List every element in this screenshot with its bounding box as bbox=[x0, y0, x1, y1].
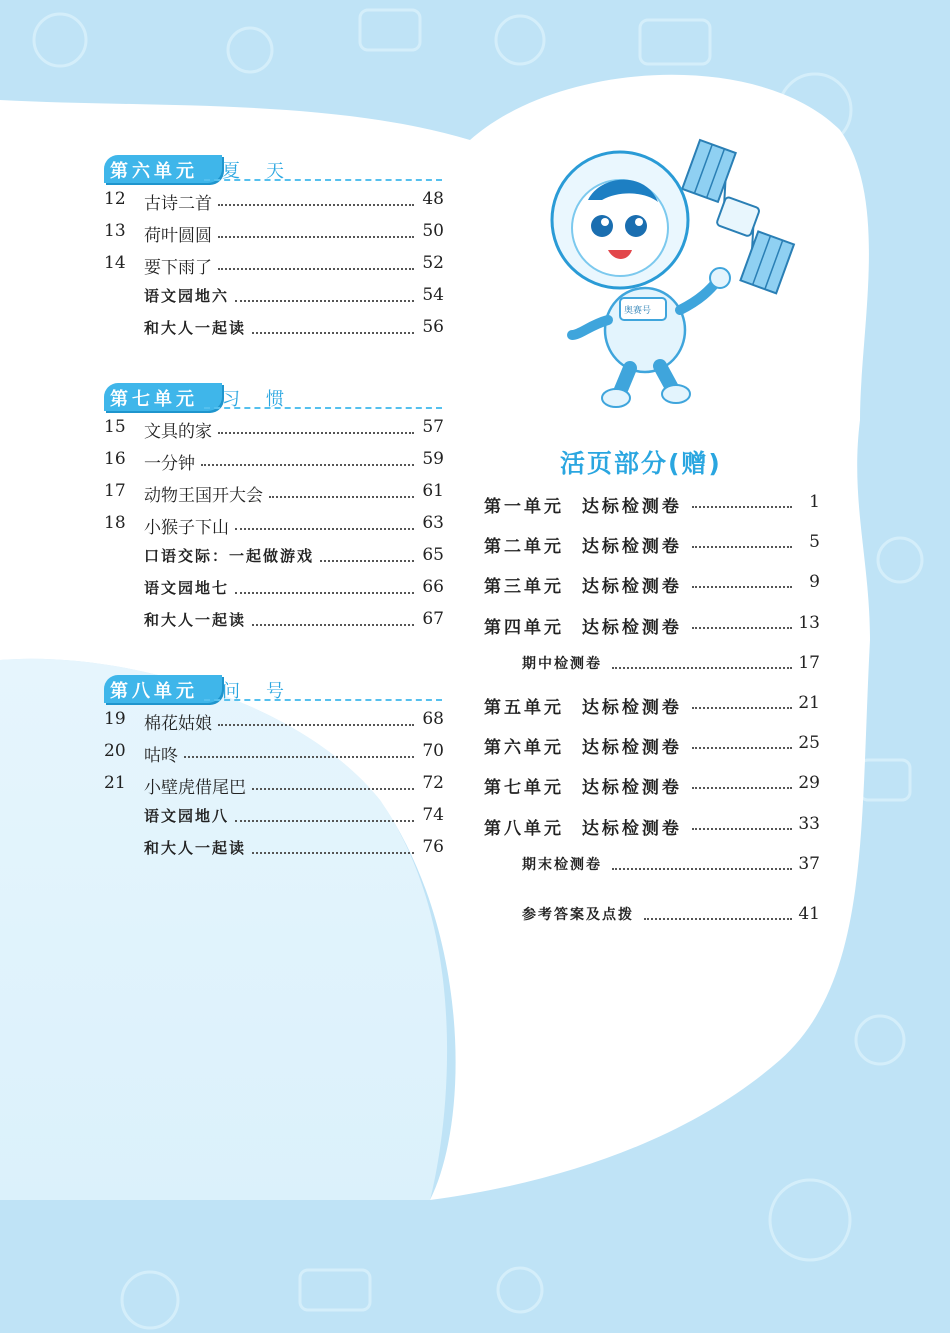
unit-items bbox=[104, 185, 444, 345]
dot-leader bbox=[235, 820, 414, 822]
page-number: 61 bbox=[422, 481, 444, 501]
page-number: 74 bbox=[422, 805, 444, 825]
dot-leader bbox=[201, 464, 414, 466]
dot-leader bbox=[612, 868, 792, 870]
page-number: 13 bbox=[798, 612, 820, 633]
toc-entry bbox=[104, 281, 444, 313]
test-entry bbox=[484, 852, 820, 878]
test-entry bbox=[484, 691, 820, 717]
unit-theme: 夏天 bbox=[222, 161, 310, 182]
lesson-title: 动物王国开大会 bbox=[144, 486, 263, 506]
dot-leader bbox=[218, 268, 414, 270]
test-title: 第三单元 达标检测卷 bbox=[484, 577, 682, 598]
toc-entry bbox=[104, 185, 444, 217]
test-title: 第八单元 达标检测卷 bbox=[484, 818, 682, 839]
lesson-number: 20 bbox=[104, 741, 126, 761]
mascot-badge-text: 奥赛号 bbox=[624, 306, 652, 316]
page-number: 29 bbox=[798, 773, 820, 794]
toc-entry bbox=[104, 737, 444, 769]
dot-leader bbox=[692, 747, 792, 749]
dot-leader bbox=[235, 300, 414, 302]
lesson-title: 一分钟 bbox=[144, 454, 195, 474]
test-title: 第六单元 达标检测卷 bbox=[484, 738, 682, 759]
dot-leader bbox=[692, 586, 792, 588]
lesson-title: 古诗二首 bbox=[144, 194, 212, 214]
lesson-number: 19 bbox=[104, 709, 126, 729]
astronaut-mascot-illustration bbox=[550, 130, 820, 415]
toc-entry bbox=[104, 769, 444, 801]
page-number: 63 bbox=[422, 513, 444, 533]
test-entry bbox=[484, 651, 820, 677]
unit-theme: 问号 bbox=[222, 681, 310, 702]
test-title: 第一单元 达标检测卷 bbox=[484, 497, 682, 517]
lesson-title: 棉花姑娘 bbox=[144, 714, 212, 734]
dot-leader bbox=[252, 624, 414, 626]
unit-section bbox=[104, 675, 444, 865]
page-number: 76 bbox=[422, 837, 444, 857]
lesson-title: 小壁虎借尾巴 bbox=[144, 778, 246, 798]
test-title: 期中检测卷 bbox=[522, 655, 602, 672]
lesson-title: 语文园地八 bbox=[144, 807, 230, 825]
test-title: 第四单元 达标检测卷 bbox=[484, 617, 682, 638]
toc-entry bbox=[104, 605, 444, 637]
lesson-title: 荷叶圆圆 bbox=[144, 226, 212, 246]
lesson-title: 口语交际：一起做游戏 bbox=[144, 547, 315, 565]
test-title: 第二单元 达标检测卷 bbox=[484, 537, 682, 558]
dot-leader bbox=[692, 546, 792, 548]
unit-items bbox=[104, 413, 444, 637]
unit-section bbox=[104, 383, 444, 637]
unit-label: 第六单元 bbox=[110, 161, 198, 182]
page-number: 1 bbox=[809, 492, 820, 512]
test-entry bbox=[484, 812, 820, 838]
test-entry bbox=[484, 530, 820, 556]
lesson-number: 18 bbox=[104, 513, 126, 533]
unit-theme: 习惯 bbox=[222, 389, 310, 410]
page-number: 66 bbox=[422, 577, 444, 597]
page-number: 59 bbox=[422, 449, 444, 469]
dot-leader bbox=[235, 528, 414, 530]
lesson-number: 15 bbox=[104, 417, 126, 437]
lesson-title: 和大人一起读 bbox=[144, 839, 247, 857]
toc-entry bbox=[104, 445, 444, 477]
unit-items bbox=[104, 705, 444, 865]
dot-leader bbox=[692, 707, 792, 709]
test-title: 期末检测卷 bbox=[522, 856, 602, 873]
toc-entry bbox=[104, 477, 444, 509]
test-entry bbox=[484, 771, 820, 797]
lesson-number: 12 bbox=[104, 189, 126, 209]
page-number: 65 bbox=[422, 545, 444, 565]
lesson-number: 16 bbox=[104, 449, 126, 469]
page-number: 50 bbox=[422, 221, 444, 241]
page-number: 52 bbox=[422, 253, 444, 273]
toc-entry bbox=[104, 801, 444, 833]
page-number: 25 bbox=[798, 733, 820, 754]
unit-section bbox=[104, 155, 444, 345]
dot-leader bbox=[218, 724, 414, 726]
dot-leader bbox=[252, 788, 414, 790]
unit-header bbox=[104, 383, 444, 413]
lesson-title: 语文园地七 bbox=[144, 579, 230, 597]
page-number: 70 bbox=[422, 741, 444, 761]
dot-leader bbox=[692, 506, 792, 508]
page-number: 21 bbox=[798, 693, 820, 713]
test-entry bbox=[484, 570, 820, 596]
test-entry bbox=[484, 611, 820, 637]
toc-entry bbox=[104, 541, 444, 573]
toc-entry bbox=[104, 833, 444, 865]
unit-dashed-line bbox=[204, 179, 442, 181]
unit-label: 第七单元 bbox=[110, 389, 198, 410]
test-entry bbox=[484, 902, 820, 928]
page-number: 56 bbox=[422, 317, 444, 337]
unit-dashed-line bbox=[204, 407, 442, 409]
lesson-number: 14 bbox=[104, 253, 126, 273]
toc-entry bbox=[104, 509, 444, 541]
dot-leader bbox=[692, 828, 792, 830]
page-number: 72 bbox=[422, 773, 444, 793]
toc-entry bbox=[104, 573, 444, 605]
dot-leader bbox=[612, 667, 792, 669]
test-title: 参考答案及点拨 bbox=[522, 906, 634, 923]
page-number: 54 bbox=[422, 285, 444, 305]
page-number: 57 bbox=[422, 417, 444, 437]
dot-leader bbox=[252, 852, 414, 854]
page-number: 41 bbox=[798, 903, 820, 924]
page-number: 33 bbox=[798, 813, 820, 834]
dot-leader bbox=[269, 496, 414, 498]
toc-entry bbox=[104, 413, 444, 445]
dot-leader bbox=[218, 432, 414, 434]
dot-leader bbox=[235, 592, 414, 594]
lesson-number: 21 bbox=[104, 773, 126, 793]
toc-entry bbox=[104, 217, 444, 249]
dot-leader bbox=[218, 236, 414, 238]
dot-leader bbox=[644, 918, 792, 920]
test-title: 第五单元 达标检测卷 bbox=[484, 698, 682, 718]
unit-header bbox=[104, 675, 444, 705]
dot-leader bbox=[692, 787, 792, 789]
lesson-title: 和大人一起读 bbox=[144, 319, 247, 337]
test-title: 第七单元 达标检测卷 bbox=[484, 778, 682, 799]
unit-label: 第八单元 bbox=[110, 681, 198, 702]
page-number: 67 bbox=[422, 609, 444, 629]
lesson-title: 文具的家 bbox=[144, 422, 212, 442]
page-number: 68 bbox=[422, 709, 444, 729]
lesson-title: 语文园地六 bbox=[144, 287, 230, 305]
toc-entry bbox=[104, 313, 444, 345]
unit-header bbox=[104, 155, 444, 185]
dot-leader bbox=[692, 627, 792, 629]
toc-entry bbox=[104, 249, 444, 281]
toc-entry bbox=[104, 705, 444, 737]
lesson-title: 小猴子下山 bbox=[144, 518, 229, 538]
lesson-title: 咕咚 bbox=[144, 746, 178, 766]
dot-leader bbox=[320, 560, 414, 562]
page-number: 37 bbox=[798, 853, 820, 874]
test-entry bbox=[484, 731, 820, 757]
page-number: 9 bbox=[809, 572, 820, 593]
dot-leader bbox=[218, 204, 414, 206]
extra-section-title: 活页部分(赠) bbox=[560, 449, 722, 478]
dot-leader bbox=[184, 756, 414, 758]
lesson-number: 13 bbox=[104, 221, 126, 241]
lesson-number: 17 bbox=[104, 481, 126, 501]
unit-dashed-line bbox=[204, 699, 442, 701]
page-number: 5 bbox=[809, 532, 820, 553]
dot-leader bbox=[252, 332, 414, 334]
page-number: 48 bbox=[422, 189, 444, 209]
lesson-title: 和大人一起读 bbox=[144, 611, 247, 629]
page-number: 17 bbox=[798, 652, 820, 673]
test-entry bbox=[484, 490, 820, 516]
lesson-title: 要下雨了 bbox=[144, 258, 212, 278]
